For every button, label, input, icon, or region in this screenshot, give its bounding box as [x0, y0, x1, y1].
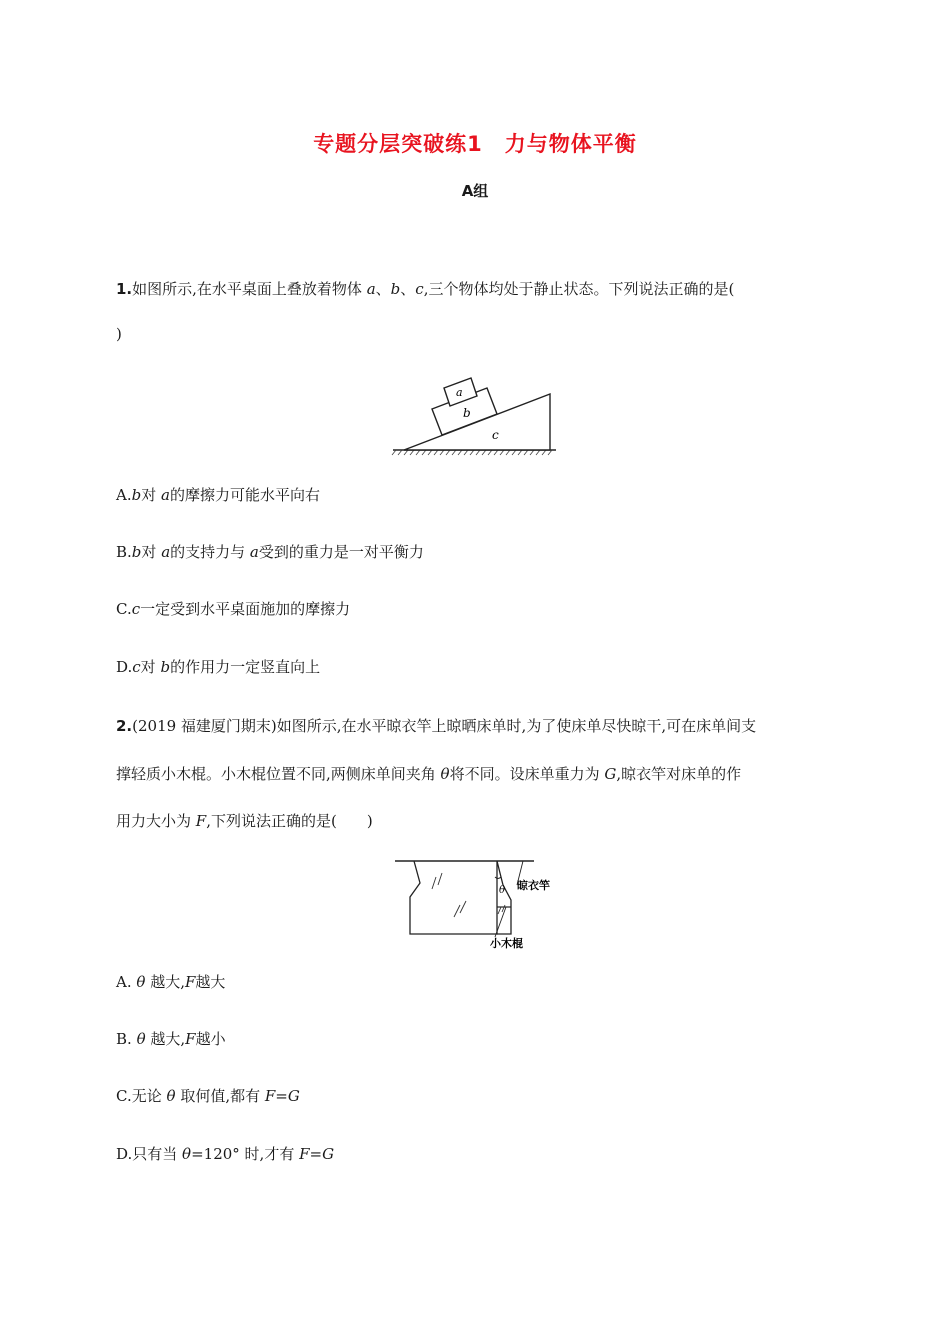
question-1-stem: 1.如图所示,在水平桌面上叠放着物体 a、b、c,三个物体均处于静止状态。下列说法正确的是(: [116, 280, 735, 298]
q1-option-c[interactable]: C.c一定受到水平桌面施加的摩擦力: [116, 600, 351, 618]
label-b: b: [463, 406, 471, 420]
question-2-number: 2.: [116, 717, 133, 735]
question-2-line-3: 用力大小为 F,下列说法正确的是( ): [116, 812, 373, 830]
page-title: 专题分层突破练1 力与物体平衡: [313, 132, 637, 156]
sheet-sheen-marks: [432, 873, 505, 917]
q2-option-b[interactable]: B. θ 越大,F越小: [116, 1030, 226, 1048]
question-2-line-1: 2.(2019 福建厦门期末)如图所示,在水平晾衣竿上晾晒床单时,为了使床单尽快晾干,可在床单间支: [116, 717, 757, 735]
question-1-number: 1.: [116, 280, 133, 298]
theta-label: θ: [499, 885, 506, 896]
question-2-figure: [392, 855, 572, 951]
question-1-figure: [390, 372, 560, 456]
group-heading: A组: [461, 182, 489, 200]
theta-arc: [495, 877, 501, 879]
sheet-left: [410, 861, 497, 934]
q2-option-c[interactable]: C.无论 θ 取何值,都有 F=G: [116, 1087, 300, 1105]
stick-label: 小木棍: [490, 937, 523, 950]
question-2-line-2: 撑轻质小木棍。小木棍位置不同,两侧床单间夹角 θ将不同。设床单重力为 G,晾衣竿对床单的作: [116, 765, 742, 783]
question-1-paren: ): [116, 325, 122, 343]
q1-option-b[interactable]: B.b对 a的支持力与 a受到的重力是一对平衡力: [116, 543, 424, 561]
q1-option-d[interactable]: D.c对 b的作用力一定竖直向上: [116, 658, 321, 676]
label-a: a: [456, 386, 463, 399]
label-c: c: [492, 428, 499, 442]
sheet-right: [497, 861, 511, 934]
pole-label: 晾衣竿: [517, 879, 550, 892]
q1-option-a[interactable]: A.b对 a的摩擦力可能水平向右: [116, 486, 320, 504]
q2-option-a[interactable]: A. θ 越大,F越大: [116, 973, 226, 991]
q2-option-d[interactable]: D.只有当 θ=120° 时,才有 F=G: [116, 1145, 335, 1163]
